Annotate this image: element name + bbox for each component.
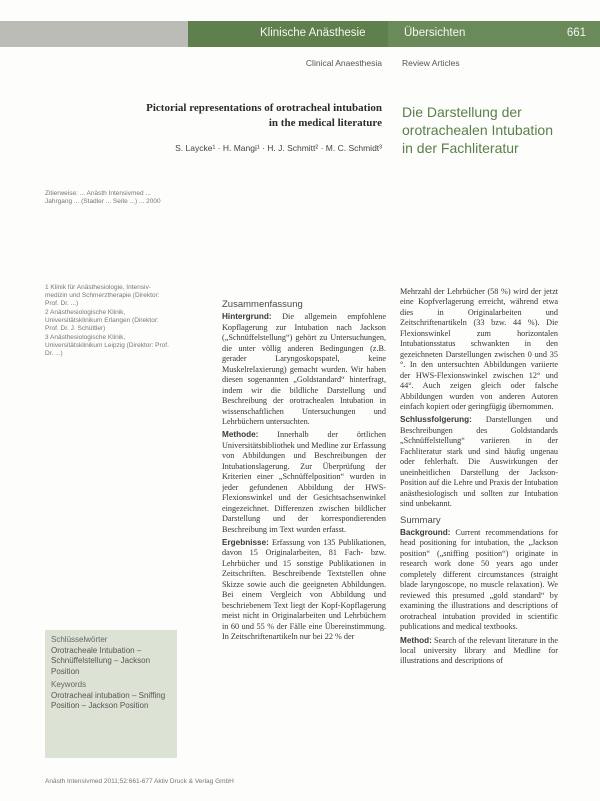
citation-note: Zitierweise: ... Anästh Intensivmed ... Jahrgang ... (Stadler ... Seite ...) ... 2000 (45, 190, 161, 205)
methods-text: Search of the relevant literature in the local university library and Medline for illustrations and descriptions of (400, 635, 558, 666)
affiliations (45, 284, 170, 359)
title-german-line2: orotrachealen Intubation (402, 122, 553, 138)
page-number: 661 (566, 27, 586, 39)
header-section-segment (188, 21, 388, 47)
title-english (122, 101, 382, 131)
title-english-line1: Pictorial representations of orotracheal intubation (146, 102, 382, 114)
summary-heading: Summary (400, 514, 441, 526)
header-section: Klinische Anästhesie (260, 27, 366, 39)
subheader-right: Review Articles (402, 58, 460, 68)
title-german-line1: Die Darstellung der (402, 104, 522, 120)
ergebnisse-label: Ergebnisse: (222, 537, 269, 547)
text-column-1 (222, 300, 386, 790)
hintergrund-label: Hintergrund: (222, 312, 272, 322)
keywords-box (45, 630, 177, 758)
authors: S. Laycke¹ · H. Mangi¹ · H. J. Schmitt² · M. C. Schmidt³ (175, 143, 382, 153)
background-label: Background: (400, 527, 451, 537)
journal-header-bar (0, 21, 600, 47)
background-text: Current recommendations for head positioning for intubation, the „Jackson position“ („sniffing position“) originate in research work done 50 years ago under completely different circumstances (straight blade laryngoscope, no muscle relaxation). We reviewed this presumed „gold standard“ by examining the illustrations and descriptions of orotracheal intubation provided in scientific publications and medical textbooks. (400, 527, 558, 632)
text-column-2 (400, 287, 558, 787)
header-category-segment (388, 21, 600, 47)
schluesselwoerter: Orotracheale Intubation – Schnüffelstellung – Jackson Position (51, 645, 151, 676)
schlussfolgerung-label: Schlussfolgerung: (400, 415, 472, 425)
ergebnisse-text: Erfassung von 135 Publikationen, davon 15 Originalarbeiten, 81 Fach- bzw. Lehrbücher und 15 sonstige Publikationen in Zeitschriften. Beschreibende Textstellen ohne Skizze sowie auch die geeigneten Abbildungen. Bei einem Vergleich von Abbildung und beschriebenem Text liegt der Kopf-Kopflagerung meist nicht in Originalarbeiten und Lehrbüchern in 60 und 55 % der Fälle eine Übereinstimmung. In Zeitschriftenartikeln nur bei 22 % der (222, 537, 386, 642)
methods-label: Method: (400, 635, 432, 645)
header-category: Übersichten (404, 27, 466, 39)
keywords-heading: Keywords (51, 680, 87, 689)
title-english-line2: in the medical literature (268, 117, 382, 129)
keywords: Orotracheal intubation – Sniffing Position – Jackson Position (51, 690, 166, 710)
header-grey-segment (0, 21, 188, 47)
zusammenfassung-heading: Zusammenfassung (222, 300, 303, 310)
results-continued: Mehrzahl der Lehrbücher (58 %) wird der jetzt eine Kopfverlagerung erreicht, während etwa dies in Originalarbeiten und Zeitschriftenartikeln (33 bzw. 44 %). Die Flexionswinkel zum horizontalen Intubationsstatus schwankten in den gezeichneten Darstellungen zwischen 0 und 35 °. In den untersuchten Abbildungen variierte der HWS-Flexionswinkel zwischen 12° und 44°. Auch zeigen gleich oder falsche Abbildungen wurden von anderen Autoren einfach kopiert oder geringfügig übernommen. (400, 287, 558, 411)
schlussfolgerung-text: Darstellungen und Beschreibungen des Goldstandards „Schnüffelstellung“ variieren in der Fachliteratur stark und sind häufig ungenau oder fehlerhaft. Die Auswirkungen der uneinheitlichen Darstellung der Jackson-Position auf die Lehre und Praxis der Intubation anästhesiologisch und sollten zur Intubation sind unbekannt. (400, 415, 558, 509)
affiliation: 3 Anästhesiologische Klinik, Universitätsklinikum Leipzig (Direktor: Prof. Dr. ...) (45, 334, 169, 357)
methode-label: Methode: (222, 430, 259, 440)
schluesselwoerter-heading: Schlüsselwörter (51, 635, 108, 644)
affiliation: 1 Klinik für Anästhesiologie, Intensiv-medizin und Schmerztherapie (Direktor: Prof. Dr. ...) (45, 284, 160, 307)
methode-text: Innerhalb der örtlichen Universitätsbibliothek und Medline zur Erfassung von Abbildungen und Beschreibungen der Intubationslagerung. Zur Überprüfung der Kriterien einer „Schnüffelposition“ wurden in jeder gefundenen Abbildung der HWS-Flexionswinkel und der Gesichtsachsenwinkel eingezeichnet. Differenzen zwischen bildlicher Darstellung und der korrespondierenden Beschreibung im Text wurden erfasst. (222, 430, 386, 534)
title-german-line3: in der Fachliteratur (402, 140, 519, 156)
page-footer: Anästh Intensivmed 2011;52:661-677 Aktiv Druck & Verlag GmbH (45, 778, 234, 785)
title-german (402, 103, 592, 157)
subheader-left: Clinical Anaesthesia (305, 58, 382, 68)
hintergrund-text: Die allgemein empfohlene Kopflagerung zur Intubation nach Jackson („Schnüffelstellung“) gehört zu Untersuchungen, die unter völlig anderen Bedingungen (z.B. gerader Laryngoskopspatel, keine Muskelrelaxierung) gemacht wurden. Wir haben diesen sogenannten „Goldstandard“ hinterfragt, indem wir die bildliche Darstellung und Beschreibung der orotrachealen Intubation in wissenschaftlichen Untersuchungen und Lehrbüchern untersuchten. (222, 312, 386, 426)
affiliation: 2 Anästhesiologische Klinik, Universitätsklinikum Erlangen (Direktor: Prof. Dr. J. Schüttler) (45, 309, 159, 332)
